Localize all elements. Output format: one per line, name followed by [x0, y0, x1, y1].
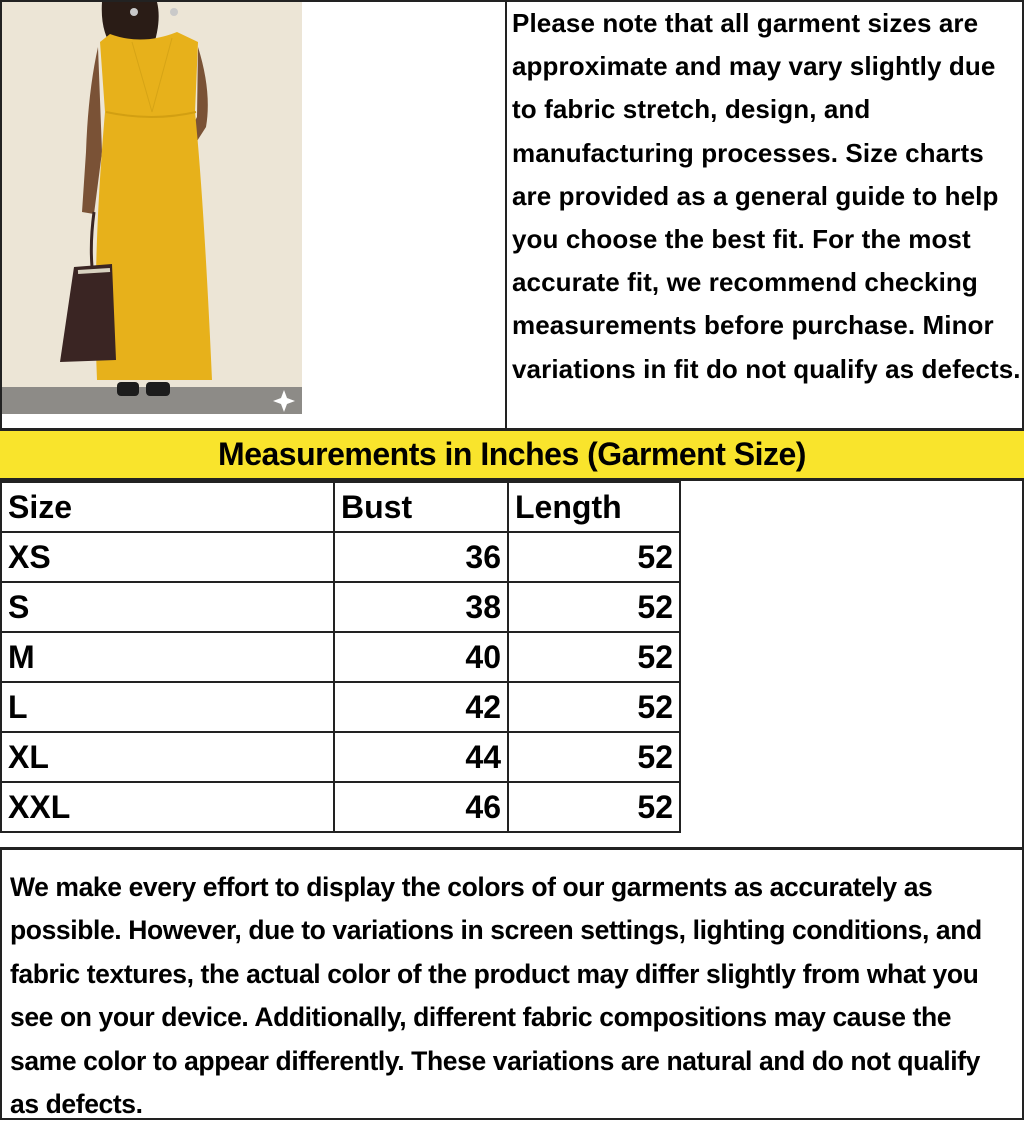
measurements-title: Measurements in Inches (Garment Size) — [218, 436, 806, 472]
table-row — [1, 732, 680, 782]
header-length: Length — [508, 482, 680, 532]
cell-size: M — [1, 632, 334, 682]
cell-size: S — [1, 582, 334, 632]
model-dress-image — [2, 2, 302, 414]
cell-length: 52 — [508, 682, 680, 732]
cell-bust: 38 — [334, 582, 508, 632]
cell-size: XXL — [1, 782, 334, 832]
cell-bust: 40 — [334, 632, 508, 682]
color-disclaimer-text: We make every effort to display the colors of our garments as accurately as possible. However, due to variations in screen settings, lighting conditions, and fabric textures, the actual color of the product may differ slightly from what you see on your device. Additionally, different fabric compositions may cause the same color to appear differently. These variations are natural and do not qualify as defects. — [10, 872, 982, 1120]
cell-bust: 44 — [334, 732, 508, 782]
cell-length: 52 — [508, 782, 680, 832]
measurements-header-band — [0, 428, 1024, 481]
cell-length: 52 — [508, 732, 680, 782]
table-row — [1, 582, 680, 632]
cell-length: 52 — [508, 632, 680, 682]
table-row — [1, 532, 680, 582]
table-row — [1, 682, 680, 732]
cell-bust: 42 — [334, 682, 508, 732]
size-approximation-note: Please note that all garment sizes are approximate and may vary slightly due to fabric stretch, design, and manufacturing processes. Size charts are provided as a general guide to help you choose the best fit. For the most accurate fit, we recommend checking measurements before purchase. Minor variations in fit do not qualify as defects. — [512, 8, 1021, 384]
size-chart-table — [0, 481, 681, 833]
table-header-row — [1, 482, 680, 532]
cell-bust: 46 — [334, 782, 508, 832]
cell-length: 52 — [508, 532, 680, 582]
cell-size: XS — [1, 532, 334, 582]
cell-size: XL — [1, 732, 334, 782]
top-divider — [505, 0, 507, 429]
table-row — [1, 632, 680, 682]
cell-bust: 36 — [334, 532, 508, 582]
header-bust: Bust — [334, 482, 508, 532]
table-row — [1, 782, 680, 832]
cell-size: L — [1, 682, 334, 732]
header-size: Size — [1, 482, 334, 532]
color-disclaimer-box — [0, 847, 1024, 1120]
cell-length: 52 — [508, 582, 680, 632]
table-right-blank-area — [678, 481, 1024, 848]
product-photo — [2, 2, 302, 414]
